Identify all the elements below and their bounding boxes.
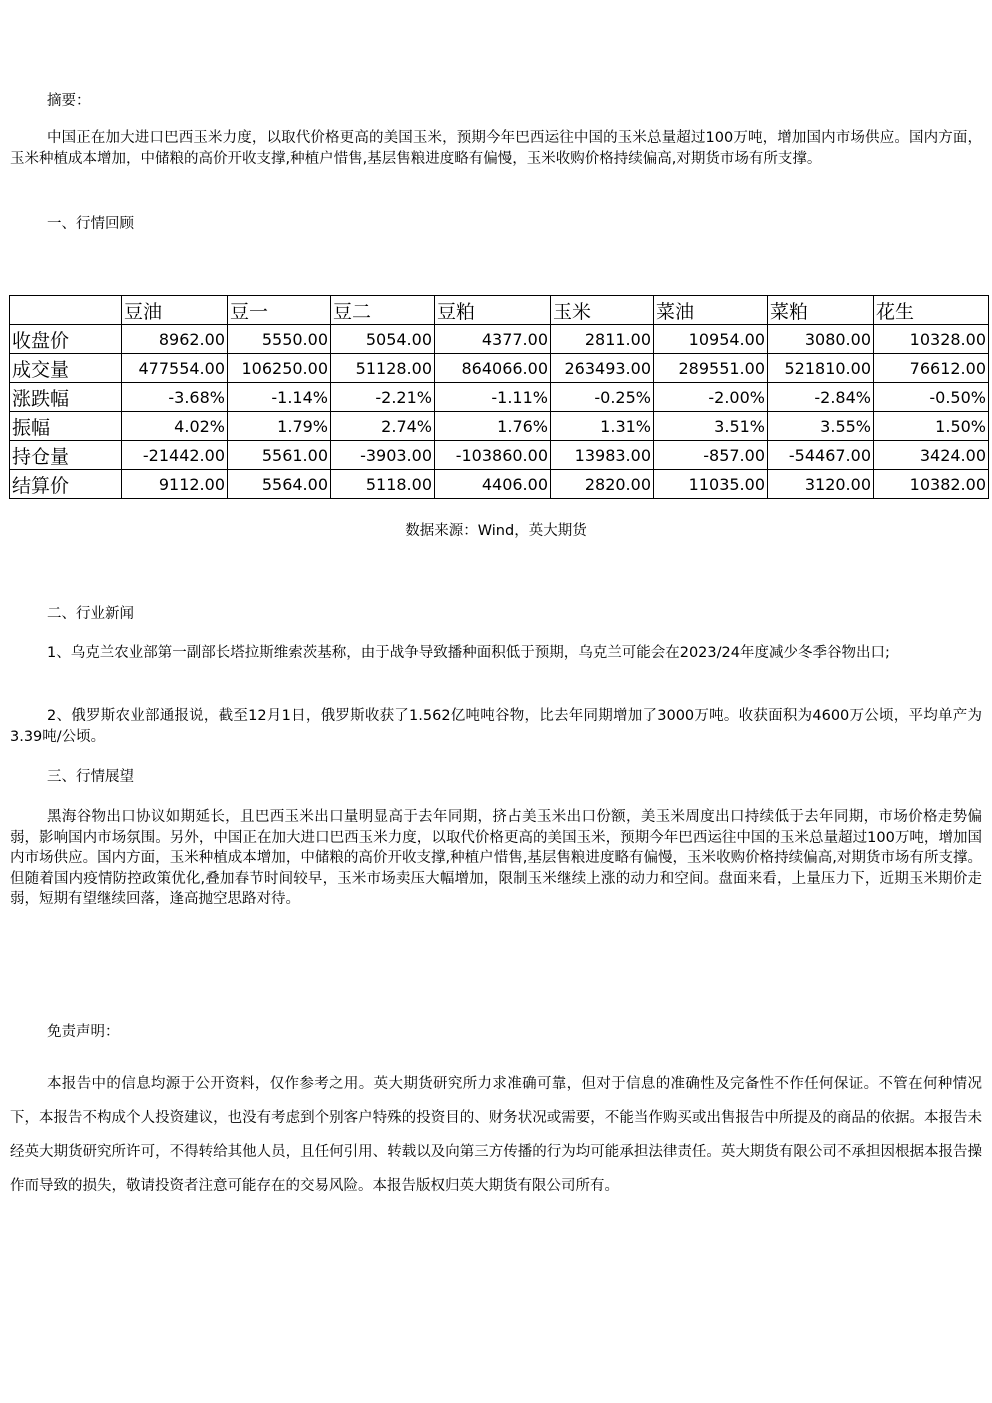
row-label: 涨跌幅 <box>10 383 122 412</box>
table-cell: 5550.00 <box>228 325 331 354</box>
table-cell: 5561.00 <box>228 441 331 470</box>
table-cell: -103860.00 <box>435 441 551 470</box>
table-source-note: 数据来源：Wind，英大期货 <box>405 523 587 539</box>
table-cell: 2820.00 <box>551 470 654 499</box>
table-cell: 10954.00 <box>654 325 768 354</box>
table-row <box>10 412 989 441</box>
table-cell: -0.25% <box>551 383 654 412</box>
table-header-cell: 花生 <box>874 296 989 325</box>
table-cell: 1.79% <box>228 412 331 441</box>
table-cell: 10328.00 <box>874 325 989 354</box>
table-cell: 477554.00 <box>122 354 228 383</box>
table-header-cell: 豆粕 <box>435 296 551 325</box>
table-row <box>10 470 989 499</box>
table-cell: -2.84% <box>768 383 874 412</box>
table-header-cell: 菜粕 <box>768 296 874 325</box>
disclaimer-heading: 免责声明： <box>47 1024 120 1040</box>
news-item: 1、乌克兰农业部第一副部长塔拉斯维索茨基称，由于战争导致播种面积低于预期，乌克兰可能会在2023/24年度减少冬季谷物出口; <box>47 645 890 661</box>
table-cell: 8962.00 <box>122 325 228 354</box>
table-cell: 289551.00 <box>654 354 768 383</box>
table-cell: 3120.00 <box>768 470 874 499</box>
table-header-cell: 豆一 <box>228 296 331 325</box>
table-header-cell: 玉米 <box>551 296 654 325</box>
table-cell: -857.00 <box>654 441 768 470</box>
row-label: 成交量 <box>10 354 122 383</box>
table-row <box>10 354 989 383</box>
table-row <box>10 325 989 354</box>
table-cell: 10382.00 <box>874 470 989 499</box>
table-header-cell <box>10 296 122 325</box>
disclaimer-paragraph: 本报告中的信息均源于公开资料，仅作参考之用。英大期货研究所力求准确可靠，但对于信息的准确性及完备性不作任何保证。不管在何种情况下，本报告不构成个人投资建议，也没有考虑到个别客户特殊的投资目的、财务状况或需要，不能当作购买或出售报告中所提及的商品的依据。本报告未经英大期货研究所许可，不得转给其他人员，且任何引用、转载以及向第三方传播的行为均可能承担法律责任。英大期货有限公司不承担因根据本报告操作而导致的损失，敬请投资者注意可能存在的交易风险。本报告版权归英大期货有限公司所有。 <box>10 1076 982 1194</box>
section-industry-news-heading: 二、行业新闻 <box>47 606 134 622</box>
row-label: 振幅 <box>10 412 122 441</box>
table-cell: 11035.00 <box>654 470 768 499</box>
table-header-cell: 菜油 <box>654 296 768 325</box>
row-label: 结算价 <box>10 470 122 499</box>
table-header-row <box>10 296 989 325</box>
summary-paragraph: 中国正在加大进口巴西玉米力度，以取代价格更高的美国玉米，预期今年巴西运往中国的玉米总量超过100万吨，增加国内市场供应。国内方面，玉米种植成本增加，中储粮的高价开收支撑,种植户惜售,基层售粮进度略有偏慢，玉米收购价格持续偏高,对期货市场有所支撑。 <box>10 130 982 167</box>
table-cell: -1.11% <box>435 383 551 412</box>
table-header-cell: 豆二 <box>331 296 435 325</box>
section-market-review-heading: 一、行情回顾 <box>47 216 134 232</box>
table-cell: 3080.00 <box>768 325 874 354</box>
table-cell: 76612.00 <box>874 354 989 383</box>
table-cell: 864066.00 <box>435 354 551 383</box>
table-cell: -2.00% <box>654 383 768 412</box>
summary-heading: 摘要： <box>47 93 91 109</box>
row-label: 持仓量 <box>10 441 122 470</box>
table-cell: 5054.00 <box>331 325 435 354</box>
table-cell: -1.14% <box>228 383 331 412</box>
table-cell: -3.68% <box>122 383 228 412</box>
table-cell: 2811.00 <box>551 325 654 354</box>
table-cell: 4.02% <box>122 412 228 441</box>
table-cell: 106250.00 <box>228 354 331 383</box>
table-cell: 521810.00 <box>768 354 874 383</box>
table-cell: 9112.00 <box>122 470 228 499</box>
outlook-paragraph: 黑海谷物出口协议如期延长，且巴西玉米出口量明显高于去年同期，挤占美玉米出口份额，美玉米周度出口持续低于去年同期，市场价格走势偏弱，影响国内市场氛围。另外，中国正在加大进口巴西玉米力度，以取代价格更高的美国玉米，预期今年巴西运往中国的玉米总量超过100万吨，增加国内市场供应。国内方面，玉米种植成本增加，中储粮的高价开收支撑,种植户惜售,基层售粮进度略有偏慢，玉米收购价格持续偏高,对期货市场有所支撑。但随着国内疫情防控政策优化,叠加春节时间较早，玉米市场卖压大幅增加，限制玉米继续上涨的动力和空间。盘面来看，上量压力下，近期玉米期价走弱，短期有望继续回落，逢高抛空思路对待。 <box>10 809 982 907</box>
table-cell: 4406.00 <box>435 470 551 499</box>
table-cell: 1.50% <box>874 412 989 441</box>
table-cell: 3.51% <box>654 412 768 441</box>
table-cell: 1.76% <box>435 412 551 441</box>
table-cell: -21442.00 <box>122 441 228 470</box>
table-cell: 4377.00 <box>435 325 551 354</box>
table-cell: 2.74% <box>331 412 435 441</box>
table-cell: 13983.00 <box>551 441 654 470</box>
table-cell: 1.31% <box>551 412 654 441</box>
news-item: 2、俄罗斯农业部通报说，截至12月1日，俄罗斯收获了1.562亿吨吨谷物，比去年同期增加了3000万吨。收获面积为4600万公顷，平均单产为3.39吨/公顷。 <box>10 708 982 745</box>
table-row <box>10 441 989 470</box>
table-cell: -0.50% <box>874 383 989 412</box>
table-header-cell: 豆油 <box>122 296 228 325</box>
table-cell: 51128.00 <box>331 354 435 383</box>
table-cell: 3424.00 <box>874 441 989 470</box>
section-outlook-heading: 三、行情展望 <box>47 769 134 785</box>
table-cell: -3903.00 <box>331 441 435 470</box>
table-cell: -54467.00 <box>768 441 874 470</box>
table-cell: 5118.00 <box>331 470 435 499</box>
market-quotes-table <box>9 295 989 499</box>
row-label: 收盘价 <box>10 325 122 354</box>
table-cell: 3.55% <box>768 412 874 441</box>
table-cell: 5564.00 <box>228 470 331 499</box>
table-row <box>10 383 989 412</box>
table-cell: 263493.00 <box>551 354 654 383</box>
table-cell: -2.21% <box>331 383 435 412</box>
